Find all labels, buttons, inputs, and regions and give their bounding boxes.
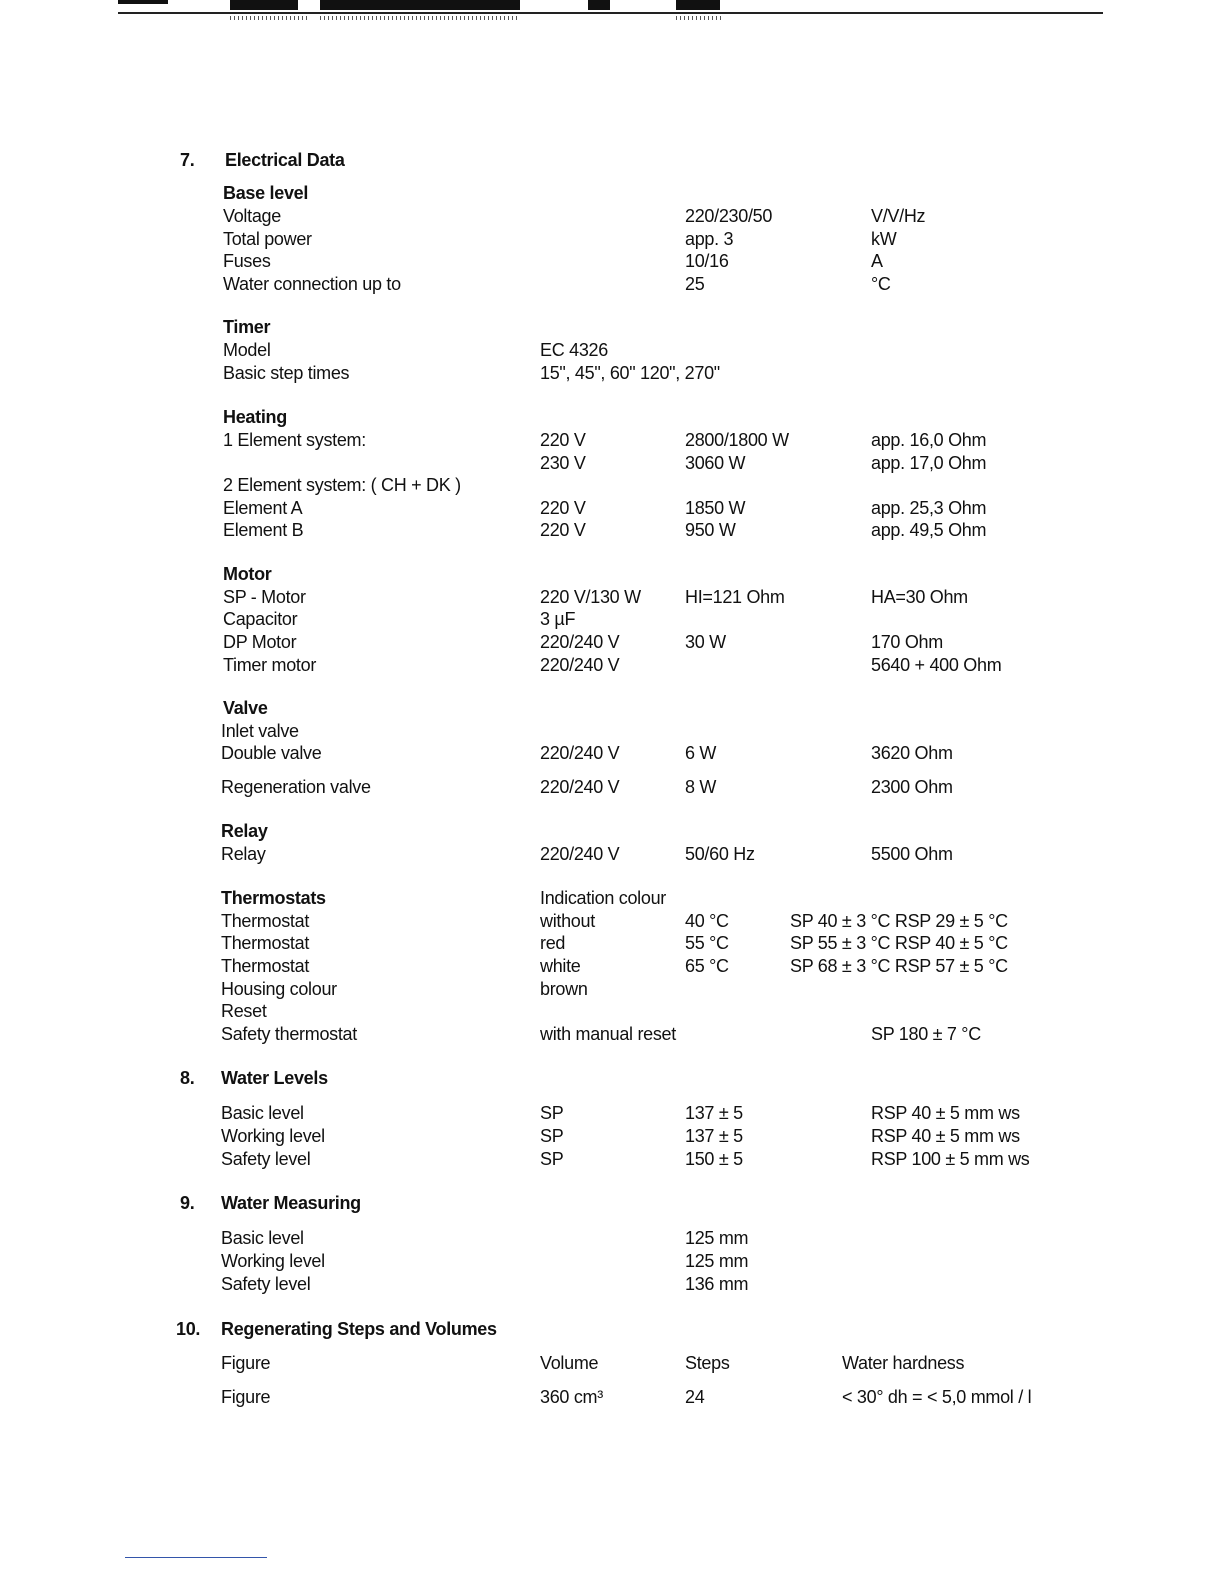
row-value-3: 170 Ohm <box>871 632 943 652</box>
row-value-2: 137 ± 5 <box>685 1103 743 1123</box>
row-label: Reset <box>221 1001 267 1021</box>
row-value-1: 220 V/130 W <box>540 587 641 607</box>
scan-artifact <box>676 0 720 10</box>
row-value-1: 220/240 V <box>540 743 620 763</box>
row-value-3: app. 17,0 Ohm <box>871 453 987 473</box>
header-rule <box>118 12 1103 14</box>
row-label: Basic level <box>221 1103 304 1123</box>
row-value-3: RSP 40 ± 5 mm ws <box>871 1103 1020 1123</box>
row-value-3: °C <box>871 274 891 294</box>
row-label: Model <box>223 340 271 360</box>
row-value-2: 136 mm <box>685 1274 749 1294</box>
scan-artifact <box>118 0 168 4</box>
row-label: Inlet valve <box>221 721 299 741</box>
subsection-heading: Relay <box>221 821 268 841</box>
scan-artifact <box>230 16 310 20</box>
row-value-1: red <box>540 933 566 953</box>
scan-artifact <box>320 16 520 20</box>
row-value-3: 3620 Ohm <box>871 743 953 763</box>
row-value-3: 5640 + 400 Ohm <box>871 655 1002 675</box>
row-value-1: 220/240 V <box>540 844 620 864</box>
scan-artifact <box>320 0 520 10</box>
row-value-2: 150 ± 5 <box>685 1149 743 1169</box>
scan-artifact <box>676 16 724 20</box>
row-label: Voltage <box>223 206 281 226</box>
row-value-3: SP 55 ± 3 °C RSP 40 ± 5 °C <box>790 933 1008 953</box>
row-label: Safety thermostat <box>221 1024 357 1044</box>
row-label: Total power <box>223 229 312 249</box>
section-number: 8. <box>180 1068 195 1088</box>
row-value-1: white <box>540 956 581 976</box>
row-value-2: 1850 W <box>685 498 746 518</box>
row-label: SP - Motor <box>223 587 306 607</box>
row-value-3: V/V/Hz <box>871 206 926 226</box>
subsection-heading: Timer <box>223 317 271 337</box>
row-value-1: 360 cm³ <box>540 1387 603 1407</box>
row-value-1: 230 V <box>540 453 586 473</box>
row-label: Figure <box>221 1387 271 1407</box>
row-value-3: SP 180 ± 7 °C <box>871 1024 981 1044</box>
row-value-3: < 30° dh = < 5,0 mmol / l <box>842 1387 1032 1407</box>
footer-line <box>125 1557 267 1558</box>
row-value-2: 50/60 Hz <box>685 844 755 864</box>
section-number: 10. <box>176 1319 201 1339</box>
row-label: Regeneration valve <box>221 777 371 797</box>
row-value-1: without <box>540 911 595 931</box>
row-label: Double valve <box>221 743 322 763</box>
row-value-2: 125 mm <box>685 1251 749 1271</box>
row-value-3: app. 16,0 Ohm <box>871 430 987 450</box>
row-label: Element B <box>223 520 304 540</box>
row-value-2: HI=121 Ohm <box>685 587 785 607</box>
row-value-1: with manual reset <box>540 1024 676 1044</box>
row-value-2: 137 ± 5 <box>685 1126 743 1146</box>
row-value-2: 55 °C <box>685 933 729 953</box>
row-label: Fuses <box>223 251 271 271</box>
row-value-1: SP <box>540 1149 564 1169</box>
row-label: Safety level <box>221 1274 311 1294</box>
section-number: 7. <box>180 150 195 170</box>
row-label: Thermostat <box>221 956 310 976</box>
row-value-3: SP 40 ± 3 °C RSP 29 ± 5 °C <box>790 911 1008 931</box>
row-value-1: 3 µF <box>540 609 576 629</box>
row-value-3: app. 49,5 Ohm <box>871 520 987 540</box>
row-value-3: 5500 Ohm <box>871 844 953 864</box>
row-label: Working level <box>221 1126 325 1146</box>
row-label: 2 Element system: ( CH + DK ) <box>223 475 461 495</box>
subsection-heading: Motor <box>223 564 272 584</box>
row-label: DP Motor <box>223 632 297 652</box>
section-number: 9. <box>180 1193 195 1213</box>
row-value-1: 220/240 V <box>540 655 620 675</box>
scan-artifact <box>588 0 610 10</box>
row-value-1: 220 V <box>540 430 586 450</box>
row-value-2: 30 W <box>685 632 726 652</box>
row-value-1: Indication colour <box>540 888 666 908</box>
row-value-3: SP 68 ± 3 °C RSP 57 ± 5 °C <box>790 956 1008 976</box>
row-label: 1 Element system: <box>223 430 366 450</box>
subsection-heading: Valve <box>223 698 268 718</box>
row-value-3: A <box>871 251 883 271</box>
section-title: Water Measuring <box>221 1193 361 1213</box>
row-label: Timer motor <box>223 655 317 675</box>
row-value-2: 8 W <box>685 777 717 797</box>
row-value-1: 220/240 V <box>540 632 620 652</box>
row-label: Working level <box>221 1251 325 1271</box>
row-label: Figure <box>221 1353 271 1373</box>
subsection-heading: Base level <box>223 183 309 203</box>
subsection-heading: Thermostats <box>221 888 326 908</box>
row-value-2: 3060 W <box>685 453 746 473</box>
row-label: Safety level <box>221 1149 311 1169</box>
subsection-heading: Heating <box>223 407 287 427</box>
row-label: Relay <box>221 844 266 864</box>
row-value-3: Water hardness <box>842 1353 965 1373</box>
row-value-1: SP <box>540 1103 564 1123</box>
row-value-1: 220 V <box>540 498 586 518</box>
row-value-3: RSP 40 ± 5 mm ws <box>871 1126 1020 1146</box>
row-value-3: app. 25,3 Ohm <box>871 498 987 518</box>
row-value-1: 220 V <box>540 520 586 540</box>
row-value-1: 220/240 V <box>540 777 620 797</box>
row-value-3: RSP 100 ± 5 mm ws <box>871 1149 1030 1169</box>
row-label: Element A <box>223 498 303 518</box>
row-label: Housing colour <box>221 979 337 999</box>
row-value-2: 40 °C <box>685 911 729 931</box>
scan-artifact <box>230 0 298 10</box>
row-value-2: 950 W <box>685 520 736 540</box>
row-value-1: brown <box>540 979 588 999</box>
row-value-2: 25 <box>685 274 705 294</box>
row-value-2: 220/230/50 <box>685 206 773 226</box>
row-value-2: Steps <box>685 1353 730 1373</box>
row-value-1: SP <box>540 1126 564 1146</box>
row-value-2: 10/16 <box>685 251 729 271</box>
row-label: Thermostat <box>221 933 310 953</box>
section-title: Electrical Data <box>225 150 345 170</box>
row-value-2: app. 3 <box>685 229 734 249</box>
row-label: Water connection up to <box>223 274 401 294</box>
row-value-2: 125 mm <box>685 1228 749 1248</box>
row-label: Basic level <box>221 1228 304 1248</box>
row-label: Basic step times <box>223 363 350 383</box>
row-value-2: 65 °C <box>685 956 729 976</box>
row-value-2: 6 W <box>685 743 717 763</box>
row-label: Thermostat <box>221 911 310 931</box>
row-value-1: EC 4326 <box>540 340 608 360</box>
row-value-1: Volume <box>540 1353 599 1373</box>
row-value-3: HA=30 Ohm <box>871 587 968 607</box>
section-title: Water Levels <box>221 1068 328 1088</box>
row-value-3: kW <box>871 229 897 249</box>
section-title: Regenerating Steps and Volumes <box>221 1319 497 1339</box>
row-value-2: 2800/1800 W <box>685 430 789 450</box>
row-value-3: 2300 Ohm <box>871 777 953 797</box>
row-value-2: 24 <box>685 1387 705 1407</box>
row-label: Capacitor <box>223 609 298 629</box>
row-value-1: 15", 45", 60" 120", 270" <box>540 363 720 383</box>
